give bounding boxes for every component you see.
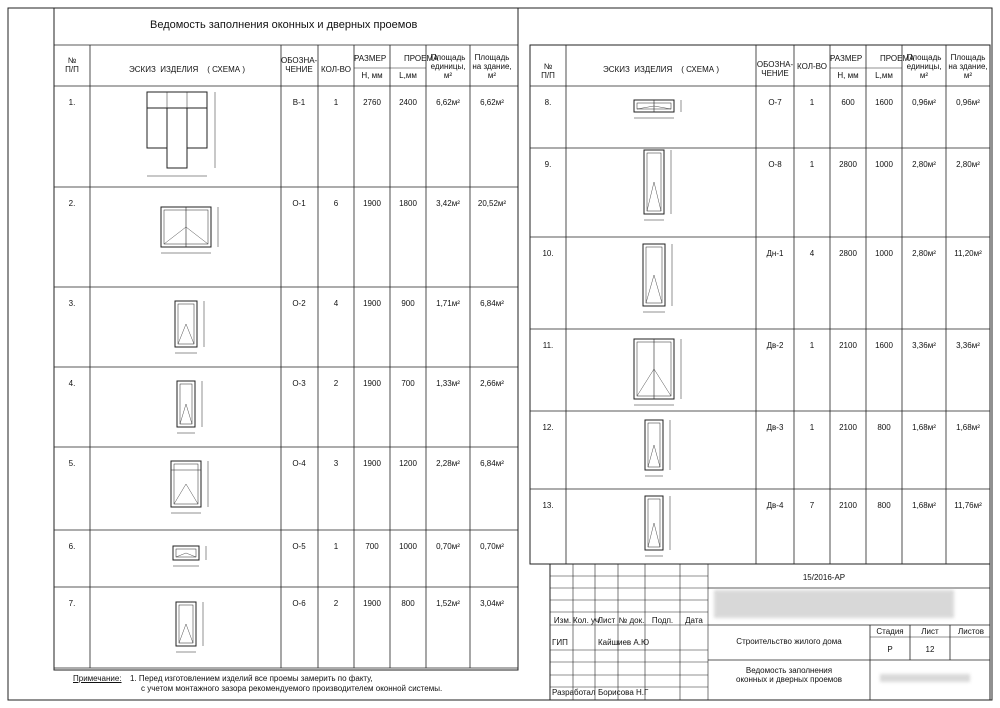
rows_left-row-1-l: 2400 (399, 98, 417, 107)
note-line-2: с учетом монтажного зазора рекомендуемого производителем оконной системы. (141, 684, 443, 693)
rows_right-row-4-mark: Дв-2 (766, 341, 784, 350)
sheet-label: Лист (921, 627, 939, 636)
rows_right-row-1-qty: 1 (809, 98, 815, 107)
grid-line (647, 182, 654, 211)
rows_left-row-6-h: 700 (365, 542, 379, 551)
note-label: Примечание: (73, 674, 122, 683)
header-area: Площадь единицы, м² (430, 53, 466, 80)
rows_right-row-3-total: 11,20м² (954, 249, 982, 258)
sketch-frame (54, 8, 518, 670)
rows_right-row-6-mark: Дв-4 (766, 501, 784, 510)
rows_right-row-5-qty: 1 (809, 423, 815, 432)
header-size: РАЗМЕР ПРОЕМА (354, 54, 439, 63)
grid-line (654, 369, 671, 396)
header-qty-right: КОЛ-ВО (797, 62, 827, 71)
stage-value: Р (887, 645, 893, 654)
rows_right-row-1-h: 600 (841, 98, 855, 107)
header-num: № П/П (65, 56, 79, 74)
header-area-right: Площадь единицы, м² (906, 53, 942, 80)
grid-line (186, 227, 208, 244)
sketch-frame (147, 92, 207, 108)
grid-line (176, 553, 186, 557)
rows_right-row-1-area: 0,96м² (912, 98, 936, 107)
grid-line (186, 324, 194, 344)
rows_left-row-6-mark: О-5 (292, 542, 306, 551)
rows_right-row-4-num: 11. (542, 341, 554, 350)
rows_right-row-1-num: 8. (544, 98, 552, 107)
rows_right-row-4-qty: 1 (809, 341, 815, 350)
stage-label: Стадия (876, 627, 904, 636)
rows_left-row-7-h: 1900 (363, 599, 381, 608)
sheet-number: 12 (925, 645, 935, 654)
rows_right-row-5-l: 800 (877, 423, 891, 432)
sketch-frame (167, 108, 187, 168)
stamp-code: 15/2016-АР (802, 573, 846, 582)
rows_left-row-3-l: 900 (401, 299, 415, 308)
grid-line (648, 523, 654, 547)
rows_right-row-3-h: 2800 (839, 249, 857, 258)
rows_left-row-4-l: 700 (401, 379, 415, 388)
blurred-address (714, 590, 954, 618)
grid-line (164, 227, 186, 244)
gip-label: ГИП (552, 638, 568, 647)
rows_left-row-2-total: 20,52м² (477, 199, 507, 208)
sheet-title: Ведомость заполнения оконных и дверных проемов (150, 19, 418, 31)
header-size-right: РАЗМЕР ПРОЕМА (830, 54, 915, 63)
rows_left-row-5-total: 6,84м² (480, 459, 504, 468)
stamp-col-2: Кол. уч. (573, 616, 602, 625)
grid-line (180, 404, 186, 424)
rows_left-row-1-mark: В-1 (292, 98, 306, 107)
rows_right-row-2-area: 2,80м² (912, 160, 936, 169)
rows_right-row-4-h: 2100 (839, 341, 857, 350)
rows_left-row-5-h: 1900 (363, 459, 381, 468)
rows_left-row-4-qty: 2 (333, 379, 339, 388)
header-total: Площадь на здание, м² (472, 53, 512, 80)
rows_left-row-1-qty: 1 (333, 98, 339, 107)
rows_left-row-4-num: 4. (68, 379, 76, 388)
header-sketch: ЭСКИЗ ИЗДЕЛИЯ ( СХЕМА ) (129, 65, 245, 74)
rows_right-row-6-l: 800 (877, 501, 891, 510)
rows_left-row-5-num: 5. (68, 459, 76, 468)
rows_right-row-3-qty: 4 (809, 249, 815, 258)
rows_right-row-1-l: 1600 (875, 98, 893, 107)
rows_left-row-4-area: 1,33м² (436, 379, 460, 388)
rows_right-row-6-total: 11,76м² (954, 501, 982, 510)
rows_left-row-6-l: 1000 (399, 542, 417, 551)
rows_left-row-5-area: 2,28м² (436, 459, 460, 468)
rows_left-row-2-h: 1900 (363, 199, 381, 208)
rows_right-row-2-qty: 1 (809, 160, 815, 169)
rows_right-row-4-total: 3,36м² (956, 341, 980, 350)
rows_left-row-2-qty: 6 (333, 199, 339, 208)
grid-line (186, 624, 193, 643)
rows_left-row-7-mark: О-6 (292, 599, 306, 608)
rows_left-row-2-num: 2. (68, 199, 76, 208)
rows_left-row-3-mark: О-2 (292, 299, 306, 308)
rows_right-row-3-l: 1000 (875, 249, 893, 258)
rows_left-row-5-qty: 3 (333, 459, 339, 468)
rows_right-row-4-area: 3,36м² (912, 341, 936, 350)
rows_left-row-2-area: 3,42м² (436, 199, 460, 208)
sketch-frame (530, 45, 990, 564)
rows_left-row-2-mark: О-1 (292, 199, 306, 208)
stamp-col-1: Изм. (553, 616, 572, 625)
header-num-right: № П/П (541, 62, 555, 80)
grid-line (174, 484, 186, 504)
sketch-frame (147, 108, 167, 148)
project-name: Строительство жилого дома (736, 637, 842, 646)
rows_right-row-4-l: 1600 (875, 341, 893, 350)
stamp-col-6: Дата (685, 616, 703, 625)
stamp-col-3: Лист (597, 616, 616, 625)
header-sketch-right: ЭСКИЗ ИЗДЕЛИЯ ( СХЕМА ) (603, 65, 719, 74)
header-l: L,мм (399, 71, 417, 80)
header-h-right: Н, мм (837, 71, 859, 80)
rows_left-row-6-total: 0,70м² (480, 542, 504, 551)
rows_left-row-6-num: 6. (68, 542, 76, 551)
grid-line (654, 182, 661, 211)
rows_right-row-2-num: 9. (544, 160, 552, 169)
rows_right-row-2-l: 1000 (875, 160, 893, 169)
blurred-company (880, 674, 970, 682)
rows_left-row-1-total: 6,62м² (480, 98, 504, 107)
rows_left-row-4-total: 2,66м² (480, 379, 504, 388)
rows_left-row-3-num: 3. (68, 299, 76, 308)
header-mark-right: ОБОЗНА- ЧЕНИЕ (756, 60, 794, 78)
rows_right-row-6-qty: 7 (809, 501, 815, 510)
sketch-frame (187, 108, 207, 148)
grid-line (637, 106, 654, 109)
rows_right-row-1-mark: О-7 (768, 98, 782, 107)
stamp-sheet-name: Ведомость заполнения оконных и дверных проемов (736, 666, 842, 684)
gip-name: Кайшиев А.Ю (598, 638, 650, 647)
rows_right-row-5-h: 2100 (839, 423, 857, 432)
rows_right-row-6-area: 1,68м² (912, 501, 936, 510)
grid-line (654, 106, 671, 109)
rows_left-row-4-mark: О-3 (292, 379, 306, 388)
rows_left-row-7-num: 7. (68, 599, 76, 608)
rows_right-row-5-area: 1,68м² (912, 423, 936, 432)
rows_right-row-5-total: 1,68м² (956, 423, 980, 432)
rows_left-row-7-area: 1,52м² (436, 599, 460, 608)
developer-name: Борисова Н.Г (598, 688, 649, 697)
rows_left-row-1-num: 1. (68, 98, 76, 107)
rows_right-row-1-total: 0,96м² (956, 98, 980, 107)
rows_right-row-2-mark: О-8 (768, 160, 782, 169)
header-mark: ОБОЗНА- ЧЕНИЕ (281, 56, 318, 74)
grid-line (637, 369, 654, 396)
rows_right-row-6-num: 13. (542, 501, 554, 510)
rows_right-row-5-num: 12. (542, 423, 554, 432)
header-total-right: Площадь на здание, м² (948, 53, 988, 80)
grid-line (654, 523, 660, 547)
grid-line (646, 275, 654, 303)
rows_right-row-3-mark: Дн-1 (766, 249, 784, 258)
developer-label: Разработал (552, 688, 596, 697)
rows_left-row-7-qty: 2 (333, 599, 339, 608)
header-h: Н, мм (361, 71, 383, 80)
rows_left-row-3-h: 1900 (363, 299, 381, 308)
rows_right-row-2-h: 2800 (839, 160, 857, 169)
grid-line (654, 275, 662, 303)
rows_right-row-3-area: 2,80м² (912, 249, 936, 258)
stamp-col-4: № док. (618, 616, 645, 625)
rows_right-row-2-total: 2,80м² (956, 160, 980, 169)
rows_right-row-5-mark: Дв-3 (766, 423, 784, 432)
rows_left-row-1-h: 2760 (363, 98, 381, 107)
rows_left-row-4-h: 1900 (363, 379, 381, 388)
sheets-label: Листов (958, 627, 984, 636)
rows_left-row-7-total: 3,04м² (480, 599, 504, 608)
rows_left-row-3-area: 1,71м² (436, 299, 460, 308)
header-qty: КОЛ-ВО (321, 65, 351, 74)
rows_left-row-5-l: 1200 (399, 459, 417, 468)
rows_left-row-3-total: 6,84м² (480, 299, 504, 308)
rows_left-row-3-qty: 4 (333, 299, 339, 308)
rows_left-row-1-area: 6,62м² (436, 98, 460, 107)
rows_right-row-3-num: 10. (542, 249, 554, 258)
grid-line (648, 445, 654, 467)
rows_right-row-6-h: 2100 (839, 501, 857, 510)
rows_left-row-6-area: 0,70м² (436, 542, 460, 551)
rows_left-row-2-l: 1800 (399, 199, 417, 208)
grid-line (186, 553, 196, 557)
rows_left-row-6-qty: 1 (333, 542, 339, 551)
grid-line (178, 324, 186, 344)
grid-line (186, 404, 192, 424)
note-line-1: 1. Перед изготовлением изделий все проемы замерить по факту, (130, 674, 373, 683)
header-l-right: L,мм (875, 71, 893, 80)
rows_left-row-5-mark: О-4 (292, 459, 306, 468)
grid-line (654, 445, 660, 467)
grid-line (179, 624, 186, 643)
rows_left-row-7-l: 800 (401, 599, 415, 608)
stamp-col-5: Подп. (651, 616, 674, 625)
grid-line (186, 484, 198, 504)
